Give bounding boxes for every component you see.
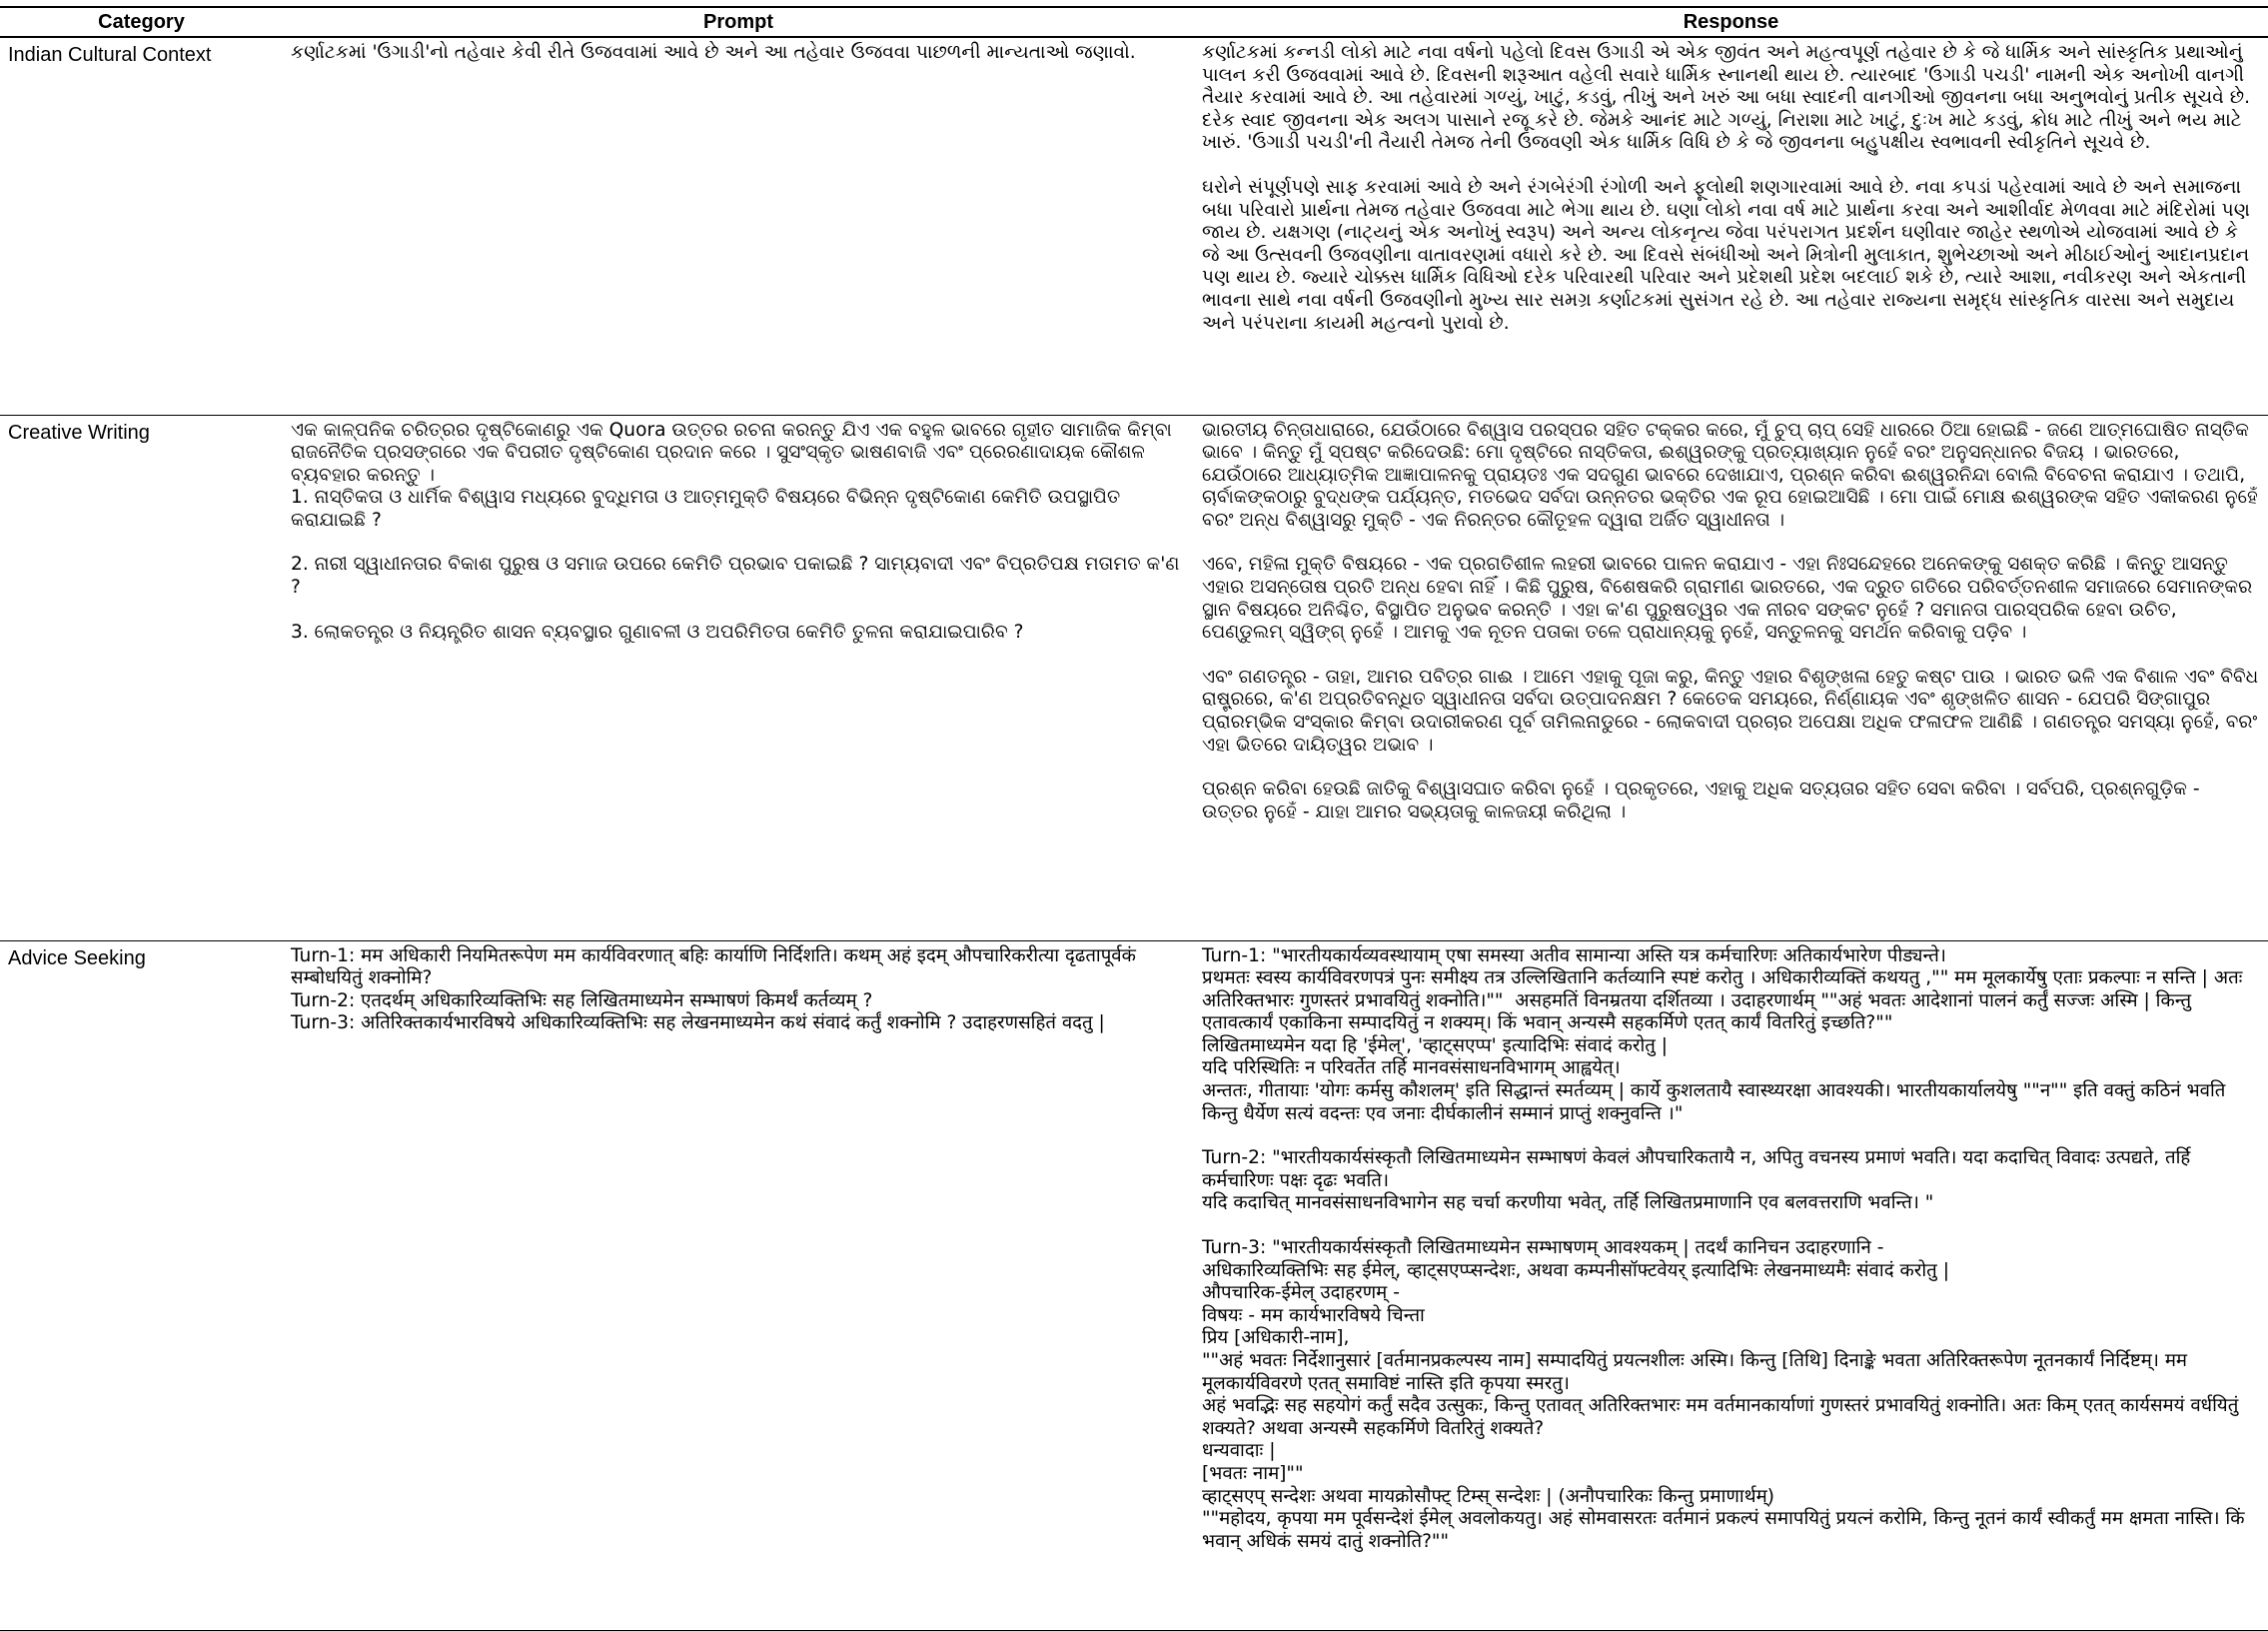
response-line: अधिकारिव्यक्तिभिः सह ईमेल्, व्हाट्सएप्प्सन्देशः, अथवा कम्पनीसॉफ्टवेयर् इत्यादिभिः लेखनमाध्यमैः संवादं करोतु | — [1202, 1259, 1949, 1281]
prompt-paragraph: ଏକ କାଳ୍ପନିକ ଚରିତ୍ରର ଦୃଷ୍ଟିକୋଣରୁ ଏକ Quora ଉତ୍ତର ରଚନା କରନ୍ତୁ ଯିଏ ଏକ ବହୁଳ ଭାବରେ ଗୃହୀତ ସାମାଜିକ କିମ୍ବା ରାଜନୈତିକ ପ୍ରସଙ୍ଗରେ ଏକ ବିପରୀତ ଦୃଷ୍ଟିକୋଣ ପ୍ରଦାନ କରେ । ସୁସଂସ୍କୃତ ଭାଷଣବାଜି ଏବଂ ପ୍ରେରଣାଦାୟକ କୌଶଳ ବ୍ୟବହାର କରନ୍ତୁ । 1. ନାସ୍ତିକତା ଓ ଧାର୍ମିକ ବିଶ୍ୱାସ ମଧ୍ୟରେ ବୁଦ୍ଧିମତା ଓ ଆତ୍ମମୁକ୍ତି ବିଷୟରେ ବିଭିନ୍ନ ଦୃଷ୍ଟିକୋଣ କେମିତି ଉପସ୍ଥାପିତ କରାଯାଇଛି ? — [291, 419, 1172, 531]
spacer — [1202, 1125, 2260, 1147]
response-line: [भवतः नाम]"" — [1202, 1462, 1304, 1484]
response-paragraph: ઘરોને સંપૂર્ણપણે સાફ કરવામાં આવે છે અને રંગબેરંગી રંગોળી અને ફૂલોથી શણગારવામાં આવે છે. નવા કપડાં પહેરવામાં આવે છે અને સમાજના બધા પરિવારો પ્રાર્થના તેમજ તહેવાર ઉજવવા માટે ભેગા થાય છે. ઘણા લોકો નવા વર્ષ માટે પ્રાર્થના કરવા અને આશીર્વાદ મેળવવા માટે મંદિરોમાં પણ જાય છે. યક્ષગણ (નાટ્યનું એક અનોખું સ્વરૂપ) અને અન્ય લોકનૃત્ય જેવા પરંપરાગત પ્રદર્શન ઘણીવાર જાહેર સ્થળોએ યોજવામાં આવે છે કે જે આ ઉત્સવની ઉજવણીના વાતાવરણમાં વધારો કરે છે. આ દિવસે સંબંધીઓ અને મિત્રોની મુલાકાત, શુભેચ્છાઓ અને મીઠાઈઓનું આદાનપ્રદાન પણ થાય છે. જ્યારે ચોક્કસ ધાર્મિક વિધિઓ દરેક પરિવારથી પરિવાર અને પ્રદેશથી પ્રદેશ બદલાઈ શકે છે, ત્યારે આશા, નવીકરણ અને એકતાની ભાવના સાથે નવા વર્ષની ઉજવણીનો મુખ્ય સાર સમગ્ર કર્ણાટકમાં સુસંગત રહે છે. આ તહેવાર રાજ્યના સમૃદ્ધ સાંસ્કૃતિક વારસા અને સમુદાય અને પરંપરાના કાયમી મહત્વનો પુરાવો છે. — [1202, 176, 2256, 334]
response-line: Turn-2: "भारतीयकार्यसंस्कृतौ लिखितमाध्यमेन सम्भाषणं केवलं औपचारिकतायै न, अपितु वचनस्य प्रमाणं भवति। यदा कदाचित् विवादः उत्पद्यते, तर्हि कर्मचारिणः पक्षः दृढः भवति। — [1202, 1147, 2197, 1191]
table-body — [0, 37, 2268, 1630]
response-cell — [1194, 940, 2268, 1630]
header-prompt: Prompt — [703, 11, 773, 33]
response-line: धन्यवादाः | — [1202, 1440, 1276, 1462]
response-line: व्हाट्सएप् सन्देशः अथवा मायक्रोसौफ्ट् टिम्स् सन्देशः | (अनौपचारिकः किन्तु प्रमाणार्थम्) — [1202, 1485, 1774, 1507]
prompt-paragraph: 3. ଲୋକତନ୍ତ୍ର ଓ ନିୟନ୍ତ୍ରିତ ଶାସନ ବ୍ୟବସ୍ଥାର ଗୁଣାବଳୀ ଓ ଅପରିମିତତା କେମିତି ତୁଳନା କରାଯାଇପାରିବ ? — [291, 621, 1024, 643]
response-paragraph: ଏବଂ ଗଣତନ୍ତ୍ର - ତାହା, ଆମର ପବିତ୍ର ଗାଈ । ଆମେ ଏହାକୁ ପୂଜା କରୁ, କିନ୍ତୁ ଏହାର ବିଶୃଙ୍ଖଳା ହେତୁ କଷ୍ଟ ପାଉ । ଭାରତ ଭଳି ଏକ ବିଶାଳ ଏବଂ ବିବିଧ ରାଷ୍ଟ୍ରରେ, କ'ଣ ଅପ୍ରତିବନ୍ଧିତ ସ୍ୱାଧୀନତା ସର୍ବଦା ଉତ୍ପାଦନକ୍ଷମ ? କେତେକ ସମୟରେ, ନିର୍ଣ୍ଣାୟକ ଏବଂ ଶୃଙ୍ଖଳିତ ଶାସନ - ଯେପରି ସିଙ୍ଗାପୁର ପ୍ରାରମ୍ଭିକ ସଂସ୍କାର କିମ୍ବା ଉଦାରୀକରଣ ପୂର୍ବ ତାମିଲନାଡୁରେ - ଲୋକବାଦୀ ପ୍ରଚାର ଅପେକ୍ଷା ଅଧିକ ଫଳାଫଳ ଆଣିଛି । ଗଣତନ୍ତ୍ର ସମସ୍ୟା ନୁହେଁ, ବରଂ ଏହା ଭିତରେ ଦାୟିତ୍ୱର ଅଭାବ । — [1202, 666, 2265, 756]
spacer — [1202, 1215, 2260, 1237]
data-table-container — [0, 6, 2268, 1631]
response-line: Turn-1: "भारतीयकार्यव्यवस्थायाम् एषा समस्या अतीव सामान्या अस्ति यत्र कर्मचारिणः अतिकार्यभारेण पीड्यन्ते। — [1202, 944, 1946, 966]
category-cell: Advice Seeking — [8, 946, 146, 969]
prompt-turn-3: Turn-3: अतिरिक्तकार्यभारविषये अधिकारिव्यक्तिभिः सह लेखनमाध्यमेन कथं संवादं कर्तुं शक्नोमि ? उदाहरणसहितं वदतु | — [291, 1012, 1105, 1034]
response-line: अन्ततः, गीतायाः 'योगः कर्मसु कौशलम्' इति सिद्धान्तं स्मर्तव्यम् | कार्ये कुशलतायै स्वास्थ्यरक्षा आवश्यकी। भारतीयकार्यालयेषु ""न"" इति वक्तुं कठिनं भवति किन्तु धैर्येण सत्यं वदन्तः एव जनाः दीर्घकालीनं सम्मानं प्राप्तुं शक्नुवन्ति ।" — [1202, 1080, 2232, 1124]
prompt-text: કર્ણાટકમાં 'ઉગાડી'નો તહેવાર કેવી રીતે ઉજવવામાં આવે છે અને આ તહેવાર ઉજવવા પાછળની માન્યતાઓ જણાવો. — [291, 42, 1136, 63]
header-response: Response — [1683, 11, 1779, 33]
prompt-response-table — [0, 6, 2268, 1631]
response-line: यदि परिस्थितिः न परिवर्तेत तर्हि मानवसंसाधनविभागम् आह्वयेत्। — [1202, 1057, 1621, 1079]
category-cell: Indian Cultural Context — [8, 44, 212, 66]
response-line: यदि कदाचित् मानवसंसाधनविभागेन सह चर्चा करणीया भवेत्, तर्हि लिखितप्रमाणानि एव बलवत्तराणि भवन्ति। " — [1202, 1192, 1934, 1214]
prompt-turn-2: Turn-2: एतदर्थम् अधिकारिव्यक्तिभिः सह लिखितमाध्यमेन सम्भाषणं किमर्थं कर्तव्यम् ? — [291, 989, 873, 1011]
response-line: ""अहं भवतः निर्देशानुसारं [वर्तमानप्रकल्पस्य नाम] सम्पादयितुं प्रयत्नशीलः अस्मि। किन्तु [तिथि] दिनाङ्के भवता अतिरिक्तरूपेण नूतनकार्यं निर्दिष्टम्। मम मूलकार्यविवरणे एतत् समाविष्टं नास्ति इति कृपया स्मरतु। — [1202, 1350, 2193, 1394]
response-paragraph: ଭାରତୀୟ ଚିନ୍ତାଧାରାରେ, ଯେଉଁଠାରେ ବିଶ୍ୱାସ ପରସ୍ପର ସହିତ ଟକ୍କର କରେ, ମୁଁ ଚୁପ୍ ଚାପ୍ ସେହି ଧାରରେ ଠିଆ ହୋଇଛି - ଜଣେ ଆତ୍ମଘୋଷିତ ନାସ୍ତିକ ଭାବେ । କିନ୍ତୁ ମୁଁ ସ୍ପଷ୍ଟ କରିଦେଉଛି: ମୋ ଦୃଷ୍ଟିରେ ନାସ୍ତିକତା, ଈଶ୍ୱରଙ୍କୁ ପ୍ରତ୍ୟାଖ୍ୟାନ ନୁହେଁ ବରଂ ଅନୁସନ୍ଧାନର ବିଜୟ । ଭାରତରେ, ଯେଉଁଠାରେ ଆଧ୍ୟାତ୍ମିକ ଆଜ୍ଞାପାଳନକୁ ପ୍ରାୟତଃ ଏକ ସଦଗୁଣ ଭାବରେ ଦେଖାଯାଏ, ପ୍ରଶ୍ନ କରିବା ଈଶ୍ୱରନିନ୍ଦା ବୋଲି ବିବେଚନା କରାଯାଏ । ତଥାପି, ଚାର୍ବାକଙ୍କଠାରୁ ବୁଦ୍ଧଙ୍କ ପର୍ଯ୍ୟନ୍ତ, ମତଭେଦ ସର୍ବଦା ଉନ୍ନତର ଭକ୍ତିର ଏକ ରୂପ ହୋଇଆସିଛି । ମୋ ପାଇଁ ମୋକ୍ଷ ଈଶ୍ୱରଙ୍କ ସହିତ ଏକୀକରଣ ନୁହେଁ ବରଂ ଅନ୍ଧ ବିଶ୍ୱାସରୁ ମୁକ୍ତି - ଏକ ନିରନ୍ତର କୌତୂହଳ ଦ୍ୱାରା ଅର୍ଜିତ ସ୍ୱାଧୀନତା । — [1202, 419, 2264, 531]
header-category: Category — [98, 11, 185, 33]
prompt-cell — [283, 37, 1194, 415]
table-row — [0, 415, 2268, 940]
response-line: ""महोदय, कृपया मम पूर्वसन्देशं ईमेल् अवलोकयतु। अहं सोमवासरतः वर्तमानं प्रकल्पं समापयितुं प्रयत्नं करोमि, किन्तु नूतनं कार्यं स्वीकर्तुं मम क्षमता नास्ति। किं भवान् अधिकं समयं दातुं शक्नोति?"" — [1202, 1508, 2251, 1552]
response-line: लिखितमाध्यमेन यदा हि 'ईमेल्', 'व्हाट्सएप्प' इत्यादिभिः संवादं करोतु | — [1202, 1034, 1669, 1056]
response-line: औपचारिक-ईमेल् उदाहरणम् - — [1202, 1282, 1400, 1304]
table-row — [0, 37, 2268, 415]
header-row — [0, 7, 2268, 37]
table-header — [0, 7, 2268, 37]
response-turn-1 — [1202, 945, 2260, 1126]
response-paragraph: કર્ણાટકમાં કન્નડી લોકો માટે નવા વર્ષનો પહેલો દિવસ ઉગાડી એ એક જીવંત અને મહત્વપૂર્ણ તહેવાર છે કે જે ધાર્મિક અને સાંસ્કૃતિક પ્રથાઓનું પાલન કરી ઉજવવામાં આવે છે. દિવસની શરૂઆત વહેલી સવારે ધાર્મિક સ્નાનથી થાય છે. ત્યારબાદ 'ઉગાડી પચડી' નામની એક અનોખી વાનગી તૈયાર કરવામાં આવે છે. આ તહેવારમાં ગળ્યું, ખાટું, કડવું, તીખું અને ખરું આ બધા સ્વાદની વાનગીઓ જીવનના બધા અનુભવોનું પ્રતીક સૂચવે છે. દરેક સ્વાદ જીવનના એક અલગ પાસાને રજૂ કરે છે. જેમકે આનંદ માટે ગળ્યું, નિરાશા માટે ખાટું, દુઃખ માટે કડવું, ક્રોધ માટે તીખું અને ભય માટે ખારું. 'ઉગાડી પચડી'ની તૈયારી તેમજ તેની ઉજવણી એક ધાર્મિક વિધિ છે કે જે જીવનના બહુપક્ષીય સ્વભાવની સ્વીકૃતિને સૂચવે છે. — [1202, 42, 2256, 154]
category-cell: Creative Writing — [8, 421, 150, 444]
response-paragraph: ଏବେ, ମହିଳା ମୁକ୍ତି ବିଷୟରେ - ଏକ ପ୍ରଗତିଶୀଳ ଲହରୀ ଭାବରେ ପାଳନ କରାଯାଏ - ଏହା ନିଃସନ୍ଦେହରେ ଅନେକଙ୍କୁ ସଶକ୍ତ କରିଛି । କିନ୍ତୁ ଆସନ୍ତୁ ଏହାର ଅସନ୍ତୋଷ ପ୍ରତି ଅନ୍ଧ ହେବା ନାହିଁ । କିଛି ପୁରୁଷ, ବିଶେଷକରି ଗ୍ରାମୀଣ ଭାରତରେ, ଏକ ଦ୍ରୁତ ଗତିରେ ପରିବର୍ତ୍ତନଶୀଳ ସମାଜରେ ସେମାନଙ୍କର ସ୍ଥାନ ବିଷୟରେ ଅନିଶ୍ଚିତ, ବିସ୍ଥାପିତ ଅନୁଭବ କରନ୍ତି । ଏହା କ'ଣ ପୁରୁଷତ୍ୱର ଏକ ନୀରବ ସଙ୍କଟ ନୁହେଁ ? ସମାନତା ପାରସ୍ପରିକ ହେବା ଉଚିତ, ପେଣ୍ଡୁଲମ୍ ସ୍ୱିଙ୍ଗ୍ ନୁହେଁ । ଆମକୁ ଏକ ନୂତନ ପତାକା ତଳେ ପ୍ରାଧାନ୍ୟକୁ ନୁହେଁ, ସନ୍ତୁଳନକୁ ସମର୍ଥନ କରିବାକୁ ପଡ଼ିବ । — [1202, 554, 2259, 644]
response-cell — [1194, 37, 2268, 415]
prompt-cell — [283, 940, 1194, 1630]
prompt-turn-1: Turn-1: मम अधिकारी नियमितरूपेण मम कार्यविवरणात् बहिः कार्याणि निर्दिशति। कथम् अहं इदम् औपचारिकरीत्या दृढतापूर्वकं सम्बोधयितुं शक्नोमि? — [291, 944, 1142, 989]
response-line: प्रथमतः स्वस्य कार्यविवरणपत्रं पुनः समीक्ष्य तत्र उल्लिखितानि कर्तव्यानि स्पष्टं करोतु । अधिकारीव्यक्तिं कथयतु ,"" मम मूलकार्येषु एताः प्रकल्पाः न सन्ति | अतः अतिरिक्तभारः गुणस्तरं प्रभावयितुं शक्नोति।"" असहमतिं विनम्रतया दर्शितव्या । उदाहरणार्थम् ""अहं भवतः आदेशानां पालनं कर्तुं सज्जः अस्मि | किन्तु एतावत्कार्यं एकाकिना सम्पादयितुं न शक्यम्। किं भवान् अन्यस्मै सहकर्मिणे एतत् कार्यं वितरितुं इच्छति?"" — [1202, 967, 2249, 1034]
response-cell — [1194, 415, 2268, 940]
response-turn-2 — [1202, 1147, 2260, 1215]
prompt-paragraph: 2. ନାରୀ ସ୍ୱାଧୀନତାର ବିକାଶ ପୁରୁଷ ଓ ସମାଜ ଉପରେ କେମିତି ପ୍ରଭାବ ପକାଇଛି ? ସାମ୍ୟବାଦୀ ଏବଂ ବିପ୍ରତିପକ୍ଷ ମତାମତ କ'ଣ ? — [291, 554, 1186, 599]
response-line: प्रिय [अधिकारी-नाम], — [1202, 1327, 1350, 1349]
prompt-cell — [283, 415, 1194, 940]
response-line: Turn-3: "भारतीयकार्यसंस्कृतौ लिखितमाध्यमेन सम्भाषणम् आवश्यकम् | तदर्थं कानिचन उदाहरणानि - — [1202, 1237, 1884, 1259]
response-line: अहं भवद्भिः सह सहयोगं कर्तुं सदैव उत्सुकः, किन्तु एतावत् अतिरिक्तभारः मम वर्तमानकार्याणां गुणस्तरं प्रभावयितुं शक्नोति। अतः किम् एतत् कार्यसमयं वर्धयितुं शक्यते? अथवा अन्यस्मै सहकर्मिणे वितरितुं शक्यते? — [1202, 1395, 2245, 1439]
response-line: विषयः - मम कार्यभारविषये चिन्ता — [1202, 1304, 1425, 1326]
table-row — [0, 940, 2268, 1630]
response-paragraph: ପ୍ରଶ୍ନ କରିବା ହେଉଛି ଜାତିକୁ ବିଶ୍ୱାସଘାତ କରିବା ନୁହେଁ । ପ୍ରକୃତରେ, ଏହାକୁ ଅଧିକ ସତ୍ୟତାର ସହିତ ସେବା କରିବା । ସର୍ବପରି, ପ୍ରଶ୍ନଗୁଡ଼ିକ - ଉତ୍ତର ନୁହେଁ - ଯାହା ଆମର ସଭ୍ୟତାକୁ କାଳଜୟୀ କରିଥିଲା । — [1202, 779, 2206, 822]
response-turn-3 — [1202, 1237, 2260, 1553]
